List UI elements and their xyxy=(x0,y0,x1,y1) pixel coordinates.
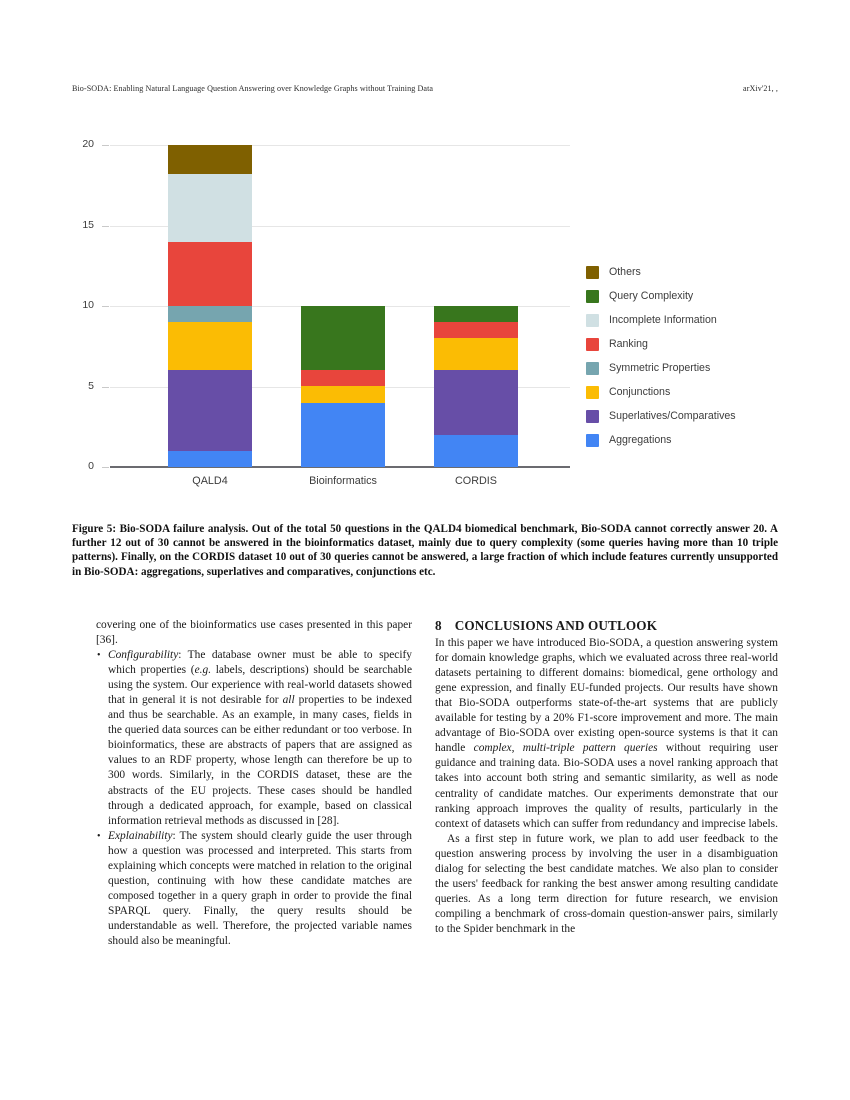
legend-item[interactable] xyxy=(586,428,816,452)
legend-item[interactable] xyxy=(586,260,816,284)
legend-label: Ranking xyxy=(609,338,648,350)
legend-color-swatch-icon xyxy=(586,386,599,399)
legend-label: Query Complexity xyxy=(609,290,694,302)
legend-color-swatch-icon xyxy=(586,314,599,327)
legend-label: Conjunctions xyxy=(609,386,671,398)
bar-segment[interactable] xyxy=(434,370,518,434)
list-item-configurability xyxy=(96,648,412,829)
legend-label: Others xyxy=(609,266,641,278)
y-axis-tick-label: 10 xyxy=(82,299,94,311)
body-columns xyxy=(72,618,778,988)
x-axis-category-label: CORDIS xyxy=(455,475,497,487)
bar-segment[interactable] xyxy=(301,306,385,370)
bar-segment[interactable] xyxy=(168,370,252,451)
legend-color-swatch-icon xyxy=(586,266,599,279)
explainability-body-1: : The system should clearly guide the user through how a question was processed and interpreted. This starts from explaining which concepts were matched in relation to the original question, continuing with how these candidate matches are composed together in a query graph in order to provide the final SPARQL query. Finally, the query results should be understandable as well. Therefore, the projected variable names should also be meaningful. xyxy=(108,829,412,947)
figure-caption: Figure 5: Bio-SODA failure analysis. Out of the total 50 questions in the QALD4 biomedical benchmark, Bio-SODA cannot correctly answer 20. A further 12 out of 30 cannot be answered in the bioinformatics dataset, mainly due to query complexity (some queries having more than 10 triple patterns). Finally, on the CORDIS dataset 10 out of 30 queries cannot be answered, a large fraction of which include features currently unsupported in Bio-SODA: aggregations, superlatives and comparatives, conjunctions etc. xyxy=(72,523,778,578)
bar-qald4[interactable] xyxy=(168,145,252,467)
bar-segment[interactable] xyxy=(301,370,385,386)
figure-5 xyxy=(0,126,850,498)
legend-item[interactable] xyxy=(586,332,816,356)
conclusions-p1-b: without requiring user guidance and training data. Bio-SODA uses a novel ranking approach that takes into account both string and semantic similarity, as well as node centrality of candidate matches. Our experiments demonstrate that our ranking approach improves the quality of results, particularly in the context of datasets which can suffer from redundancy and imprecise labels. xyxy=(435,742,778,830)
bar-segment[interactable] xyxy=(168,451,252,467)
bar-segment[interactable] xyxy=(168,242,252,306)
section-number: 8 xyxy=(435,618,442,633)
legend-label: Superlatives/Comparatives xyxy=(609,410,736,422)
legend-color-swatch-icon xyxy=(586,290,599,303)
y-tick-mark xyxy=(102,387,109,388)
legend-label: Symmetric Properties xyxy=(609,362,711,374)
conclusions-paragraph-1 xyxy=(435,636,778,832)
y-axis-tick-label: 5 xyxy=(88,379,94,392)
header-venue: arXiv'21, , xyxy=(743,84,778,93)
bar-segment[interactable] xyxy=(434,306,518,322)
y-axis-tick-label: 0 xyxy=(88,460,94,472)
y-tick-mark xyxy=(102,467,109,468)
chart-legend xyxy=(586,260,816,452)
legend-item[interactable] xyxy=(586,356,816,380)
header-paper-title: Bio-SODA: Enabling Natural Language Question Answering over Knowledge Graphs without Training Data xyxy=(72,84,434,93)
conclusions-paragraph-2: As a first step in future work, we plan to add user feedback to the question answering process by involving the user in a disambiguation dialog for selecting the best candidate matches. We also plan to consider the users' feedback for ranking the best answer among resulting candidate queries. As a long term direction for future research, we envision compiling a benchmark of cross-domain question-answer pairs, similarly to the Spider benchmark in the xyxy=(435,832,778,935)
bar-segment[interactable] xyxy=(434,435,518,467)
legend-color-swatch-icon xyxy=(586,434,599,447)
y-tick-mark xyxy=(102,306,109,307)
y-tick-mark xyxy=(102,145,109,146)
section-title: CONCLUSIONS AND OUTLOOK xyxy=(454,618,658,633)
bar-segment[interactable] xyxy=(434,322,518,338)
y-tick-mark xyxy=(102,226,109,227)
y-axis-tick-label: 15 xyxy=(82,218,94,231)
y-axis-tick-label: 20 xyxy=(82,138,94,150)
configurability-em-1: e.g. xyxy=(194,664,212,677)
requirements-list xyxy=(96,648,412,949)
conclusions-p1-a: In this paper we have introduced Bio-SODA, a question answering system for domain knowledge graphs, which we evaluated across three real-world datasets pertaining to different domains: biomedical, gene orthology and gene expression, and finally EU-funded projects. Our results have shown that Bio-SODA outperforms state-of-the-art systems that are publicly available for testing by a 20% F1-score improvement and more. The main advantage of Bio-SODA over existing open-source systems is that it can handle xyxy=(435,637,778,755)
bar-segment[interactable] xyxy=(168,306,252,322)
bar-segment[interactable] xyxy=(301,386,385,402)
legend-color-swatch-icon xyxy=(586,362,599,375)
right-column xyxy=(435,618,778,937)
chart-plot-area xyxy=(82,138,570,487)
bar-cordis[interactable] xyxy=(434,306,518,467)
bar-bioinformatics[interactable] xyxy=(301,306,385,467)
running-header xyxy=(72,84,778,93)
legend-label: Aggregations xyxy=(609,434,672,446)
legend-color-swatch-icon xyxy=(586,410,599,423)
bar-segment[interactable] xyxy=(434,338,518,370)
bar-segment[interactable] xyxy=(168,145,252,174)
bar-segment[interactable] xyxy=(168,322,252,370)
bar-segment[interactable] xyxy=(168,174,252,242)
x-axis-category-label: QALD4 xyxy=(192,475,228,487)
bar-segment[interactable] xyxy=(301,403,385,467)
legend-item[interactable] xyxy=(586,380,816,404)
configurability-em-2: all xyxy=(282,694,295,707)
paragraph-continuation: covering one of the bioinformatics use cases presented in this paper [36]. xyxy=(96,619,412,647)
legend-color-swatch-icon xyxy=(586,338,599,351)
stacked-bar-chart xyxy=(82,126,578,498)
term-explainability: Explainability xyxy=(108,829,173,842)
term-configurability: Configurability xyxy=(108,649,179,662)
list-item-explainability xyxy=(96,829,412,949)
legend-item[interactable] xyxy=(586,284,816,308)
x-axis-category-label: Bioinformatics xyxy=(309,475,377,487)
section-heading-conclusions xyxy=(435,618,778,633)
legend-label: Incomplete Information xyxy=(609,314,717,326)
configurability-body-2: labels, descriptions) should be searchable using the system. Our experience with real-world datasets showed that in general it is not desirable for xyxy=(108,664,413,707)
left-column xyxy=(96,618,412,949)
legend-item[interactable] xyxy=(586,308,816,332)
legend-item[interactable] xyxy=(586,404,816,428)
conclusions-p1-emphasis: complex, multi-triple pattern queries xyxy=(473,742,658,755)
configurability-body-1: : The database owner must be able to specify which properties ( xyxy=(108,649,412,677)
configurability-body-3: properties to be indexed and thus be searchable. As an example, in many cases, fields in the queried data sources can be either redundant or too verbose. In bioinformatics, these are abstracts of papers that are assigned as values to an RDF property, whose length can therefore be up to 300 words. Similarly, in the CORDIS dataset, these are the abstracts of the EU projects. These cases should be handled through a dedicated approach, for example, based on classical information retrieval methods as discussed in [28]. xyxy=(108,694,412,827)
